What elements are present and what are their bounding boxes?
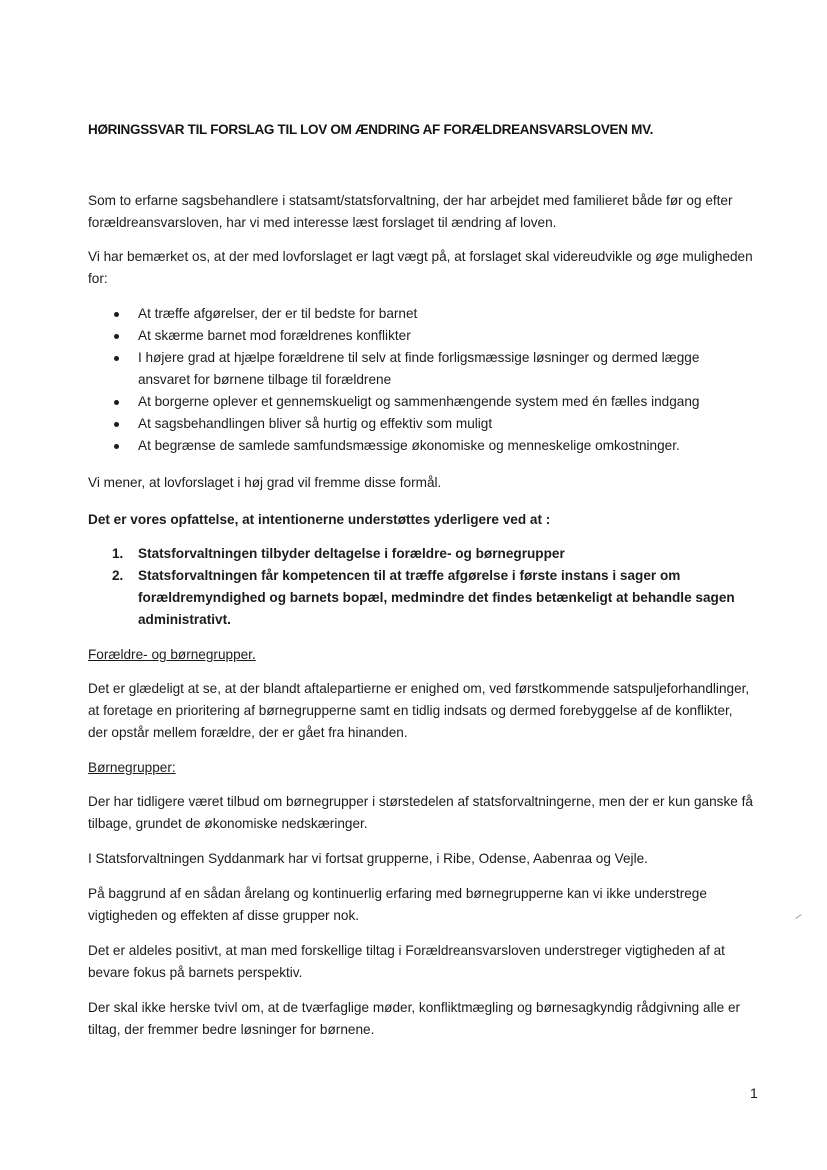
list-item-number: 1. xyxy=(112,546,124,561)
bullet-icon xyxy=(114,334,119,339)
section-paragraph: Der har tidligere været tilbud om børnegrupper i størstedelen af statsforvaltningerne, men der er kun ganske få tilbage, grundet de økonomiske nedskæringer. xyxy=(88,794,753,831)
bullet-icon xyxy=(114,400,119,405)
list-item-text: At træffe afgørelser, der er til bedste for barnet xyxy=(138,306,418,321)
list-item xyxy=(88,303,753,325)
section-heading-parent-child-groups: Forældre- og børnegrupper. xyxy=(88,647,256,662)
section-heading-child-groups: Børnegrupper: xyxy=(88,760,176,775)
list-item-text: Statsforvaltningen tilbyder deltagelse i forældre- og børnegrupper xyxy=(138,546,565,561)
list-item xyxy=(88,391,753,413)
bullet-icon xyxy=(114,356,119,361)
list-item xyxy=(88,413,753,435)
bullet-icon xyxy=(114,312,119,317)
section-paragraph: I Statsforvaltningen Syddanmark har vi fortsat grupperne, i Ribe, Odense, Aabenraa og Vejle. xyxy=(88,851,648,866)
section-paragraph: På baggrund af en sådan årelang og kontinuerlig erfaring med børnegrupperne kan vi ikke understrege vigtigheden og effekten af disse grupper nok. xyxy=(88,886,707,923)
list-item xyxy=(88,543,753,565)
list-item xyxy=(88,565,753,631)
list-item xyxy=(88,347,753,391)
section-paragraph: Der skal ikke herske tvivl om, at de tværfaglige møder, konfliktmægling og børnesagkyndig rådgivning alle er tiltag, der fremmer bedre løsninger for børnene. xyxy=(88,1000,741,1037)
list-item-number: 2. xyxy=(112,568,124,583)
purpose-list xyxy=(88,303,753,457)
list-item-text: Statsforvaltningen får kompetencen til at træffe afgørelse i første instans i sager om forældremyndighed og barnets bopæl, medmindre det findes betænkeligt at behandle sagen administrativt. xyxy=(138,568,735,627)
bullet-icon xyxy=(114,422,119,427)
bullet-icon xyxy=(114,444,119,449)
opinion-paragraph: Vi mener, at lovforslaget i høj grad vil fremme disse formål. xyxy=(88,475,442,490)
list-item-text: At borgerne oplever et gennemskueligt og sammenhængende system med én fælles indgang xyxy=(138,394,700,409)
intro-paragraph: Som to erfarne sagsbehandlere i statsamt/statsforvaltning, der har arbejdet med familieret både før og efter forældreansvarsloven, har vi med interesse læst forslaget til ændring af loven. xyxy=(88,193,733,230)
scan-mark xyxy=(795,914,801,919)
list-item-text: At skærme barnet mod forældrenes konflikter xyxy=(138,328,411,343)
support-list xyxy=(88,543,753,631)
observation-paragraph: Vi har bemærket os, at der med lovforslaget er lagt vægt på, at forslaget skal videreudvikle og øge muligheden for: xyxy=(88,249,753,286)
list-item xyxy=(88,435,753,457)
page-number: 1 xyxy=(750,1085,758,1101)
section-paragraph: Det er aldeles positivt, at man med forskellige tiltag i Forældreansvarsloven understreger vigtigheden af at bevare fokus på barnets perspektiv. xyxy=(88,943,725,980)
list-item-text: At begrænse de samlede samfundsmæssige økonomiske og menneskelige omkostninger. xyxy=(138,438,680,453)
list-item xyxy=(88,325,753,347)
support-heading: Det er vores opfattelse, at intentionerne understøttes yderligere ved at : xyxy=(88,512,551,527)
list-item-text: I højere grad at hjælpe forældrene til selv at finde forligsmæssige løsninger og dermed lægge ansvaret for børnene tilbage til forældrene xyxy=(138,350,700,387)
section-paragraph: Det er glædeligt at se, at der blandt aftalepartierne er enighed om, ved førstkommende satspuljeforhandlinger, at foretage en prioritering af børnegrupperne samt en tidlig indsats og dermed forebyggelse af de konflikter, der opstår mellem forældre, der er gået fra hinanden. xyxy=(88,681,750,740)
document-title: HØRINGSSVAR TIL FORSLAG TIL LOV OM ÆNDRING AF FORÆLDREANSVARSLOVEN MV. xyxy=(88,122,654,137)
list-item-text: At sagsbehandlingen bliver så hurtig og effektiv som muligt xyxy=(138,416,493,431)
